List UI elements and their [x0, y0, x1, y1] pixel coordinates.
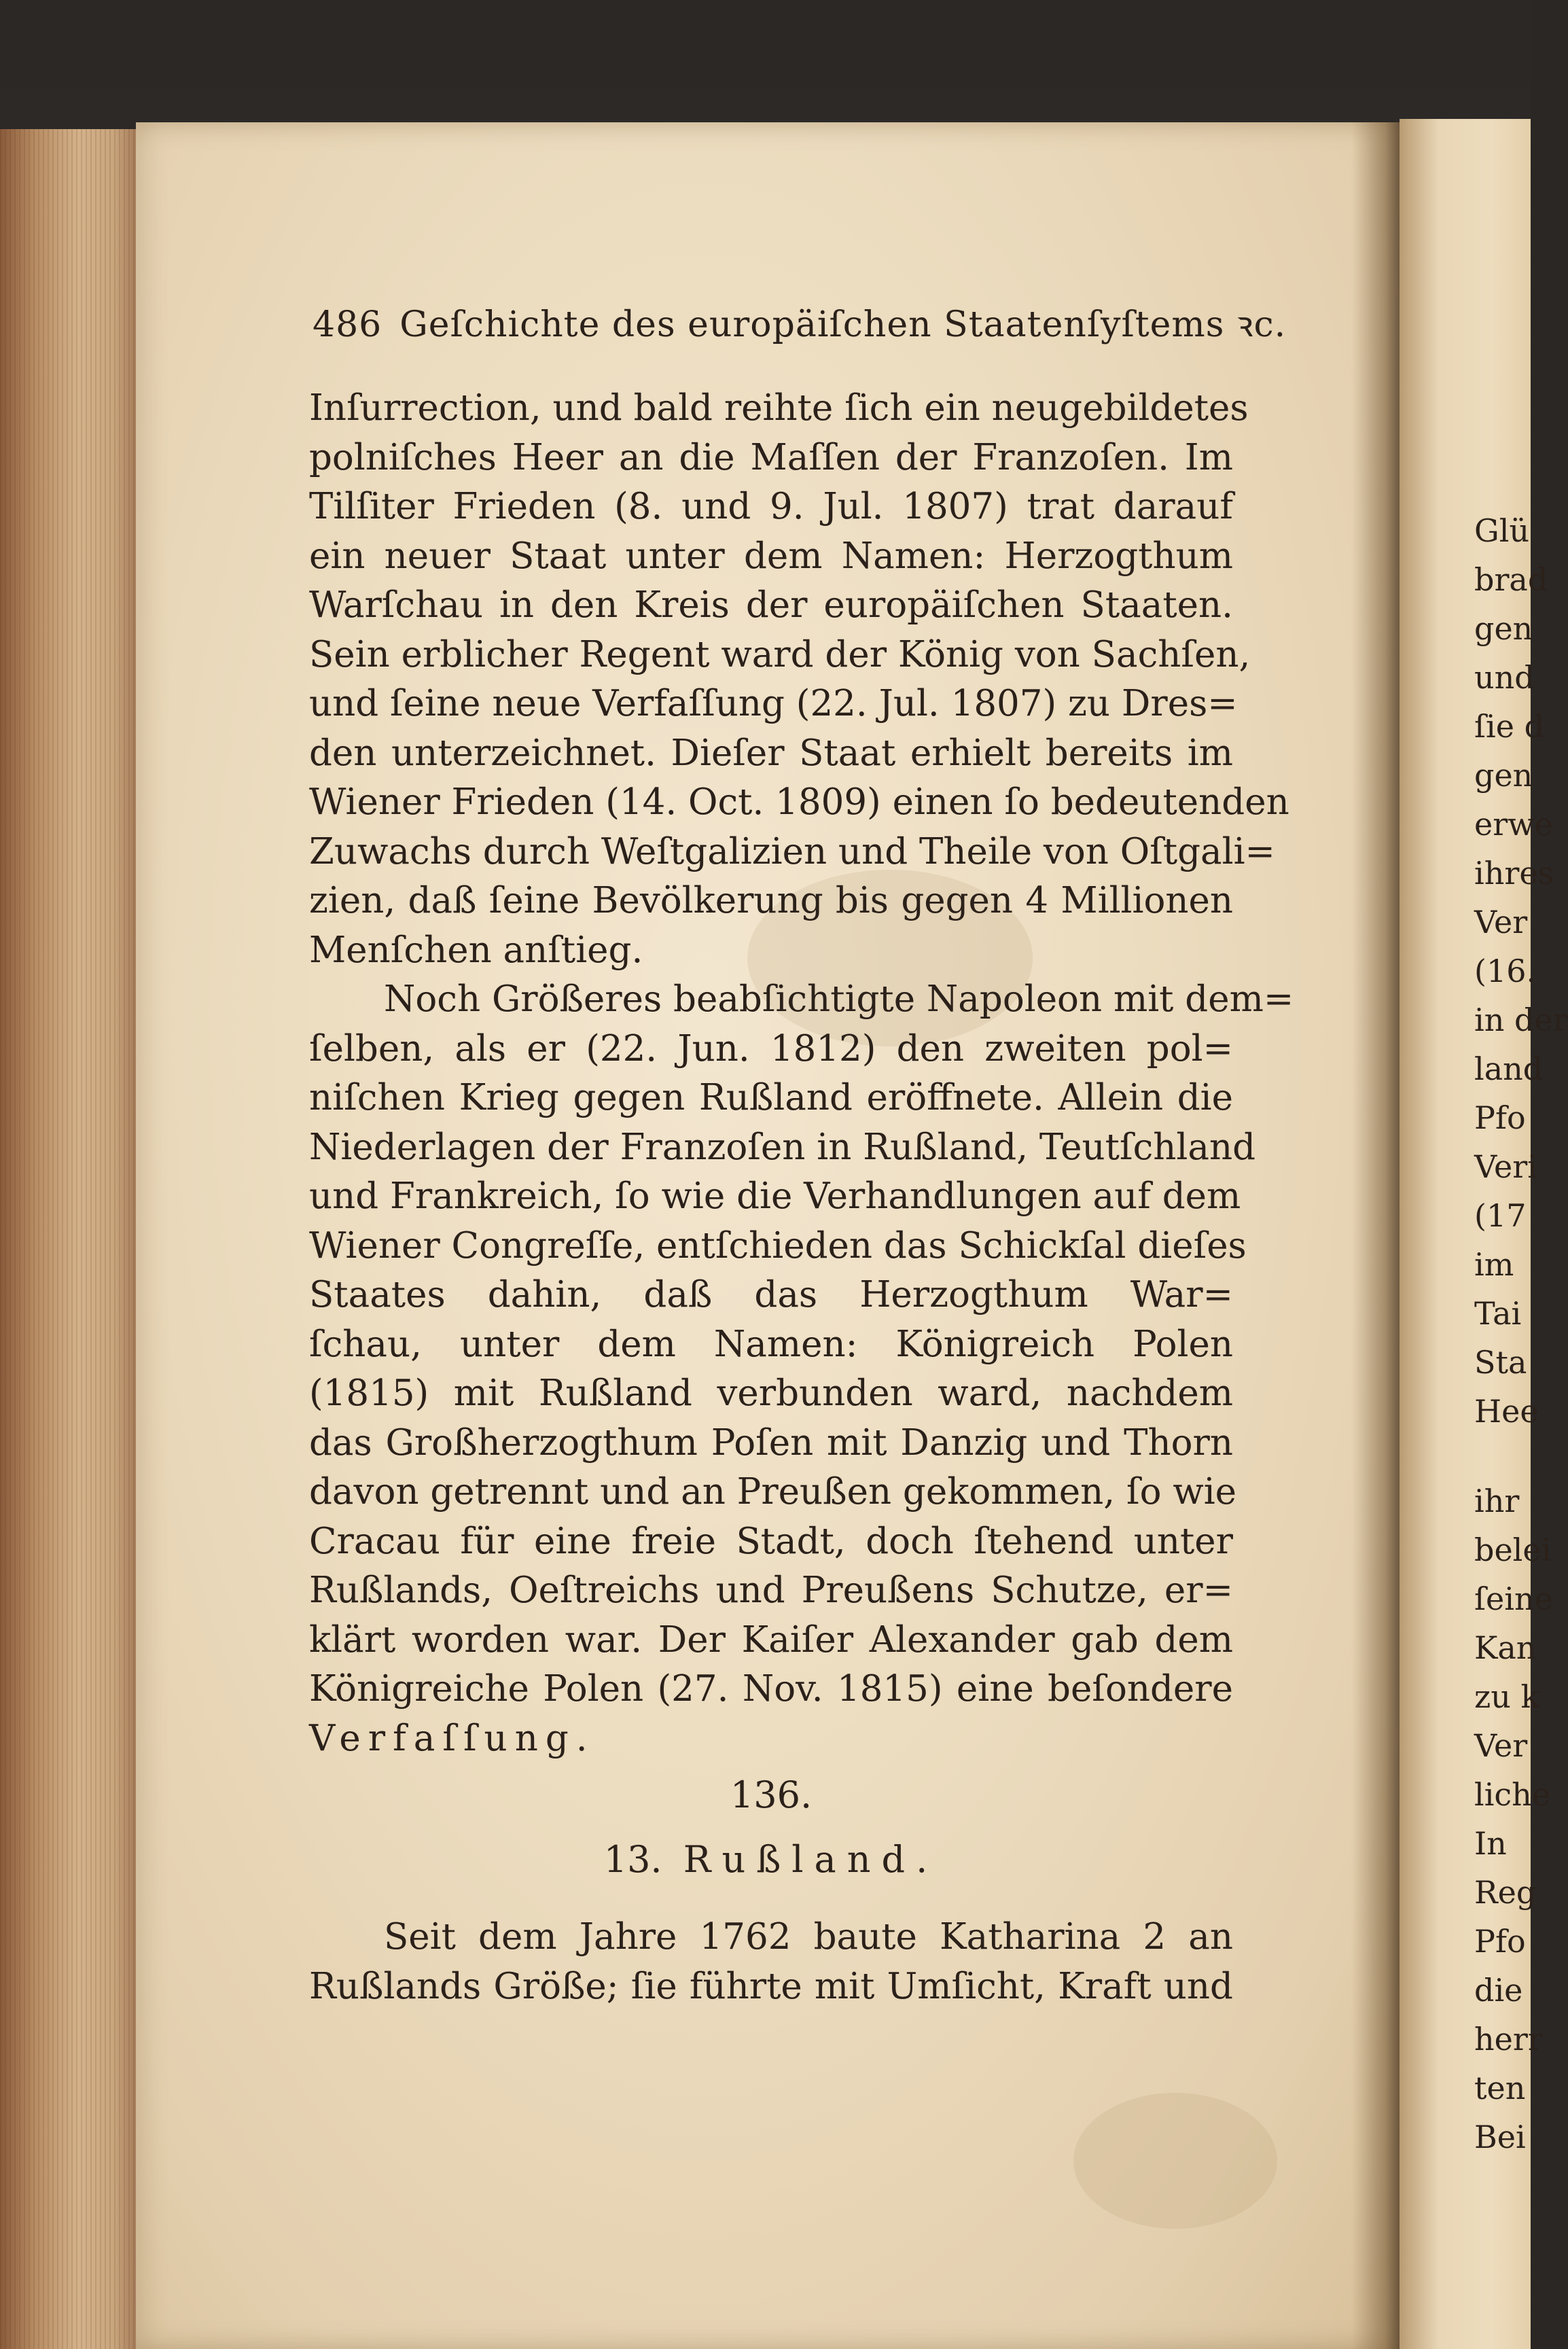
text-line: davon getrennt und an Preußen gekommen, ſo wie [309, 1471, 1237, 1513]
right-page-line: (16. [1474, 953, 1537, 989]
text-line: zien, daß ſeine Bevölkerung bis gegen 4 Millionen [309, 880, 1233, 921]
right-page-line: die [1474, 1972, 1523, 2009]
text-line: Staates dahin, daß das Herzogthum War= [309, 1274, 1233, 1315]
text-line: ein neuer Staat unter dem Namen: Herzogthum [309, 535, 1233, 577]
right-page-line: und [1474, 659, 1535, 696]
text-line: Inſurrection, und bald reihte ſich ein neugebildetes [309, 387, 1249, 429]
right-page-line: erwe [1474, 806, 1553, 843]
right-page-line: ſie d [1474, 708, 1545, 745]
text-line: niſchen Krieg gegen Rußland eröffnete. Allein die [309, 1077, 1233, 1118]
text-line: ſelben, als er (22. Jun. 1812) den zweiten pol= [309, 1027, 1233, 1070]
right-page-line: Hee [1474, 1393, 1539, 1430]
section-heading-title: Rußland. [683, 1838, 939, 1881]
section-body [309, 1913, 1233, 2011]
right-page-line: zu k [1474, 1678, 1540, 1715]
right-page-line: Tai [1474, 1295, 1522, 1332]
right-page-line: Reg [1474, 1874, 1537, 1911]
text-line: Rußlands Größe; ſie führte mit Umſicht, Kraft und [309, 1965, 1233, 2007]
right-page-line: liche [1474, 1776, 1551, 1813]
right-page-line: gen [1474, 757, 1533, 794]
right-page-line: Ver [1474, 1727, 1528, 1764]
right-page-text [1474, 506, 1568, 2161]
text-line: Menſchen anſtieg. [309, 929, 643, 971]
text-line: Warſchau in den Kreis der europäiſchen Staaten. [309, 584, 1233, 626]
text-line: (1815) mit Rußland verbunden ward, nachdem [309, 1373, 1233, 1414]
text-line: polniſches Heer an die Maſſen der Franzoſen. Im [309, 436, 1233, 478]
text-line: ſchau, unter dem Namen: Königreich Polen [309, 1323, 1233, 1365]
text-line: Wiener Congreſſe, entſchieden das Schickſal dieſes [309, 1224, 1247, 1267]
text-line: und ſeine neue Verfaſſung (22. Jul. 1807) zu Dres= [309, 683, 1238, 724]
right-page-line: im [1474, 1246, 1514, 1283]
text-line: Sein erblicher Regent ward der König von Sachſen, [309, 633, 1251, 675]
right-page-line: herr [1474, 2021, 1543, 2057]
right-page-line: in der [1474, 1002, 1568, 1038]
body-text [309, 384, 1294, 1763]
text-line: Rußlands, Oeſtreichs und Preußens Schutze, er= [309, 1570, 1233, 1611]
right-page-line: ihr [1474, 1483, 1520, 1519]
running-title: Geſchichte des europäiſchen Staatenſyſtems ꝛc. [399, 304, 1287, 345]
text-line: das Großherzogthum Poſen mit Danzig und Thorn [309, 1421, 1233, 1464]
text-line: den unterzeichnet. Dieſer Staat erhielt bereits im [309, 732, 1233, 774]
right-page [1400, 119, 1568, 2349]
text-line: Seit dem Jahre 1762 baute Katharina 2 an [384, 1916, 1233, 1958]
page-number: 486 [313, 304, 382, 345]
right-page-line: Sta [1474, 1344, 1527, 1381]
right-page-line: brad [1474, 561, 1548, 598]
right-page-line: Kan [1474, 1629, 1537, 1666]
text-line: Zuwachs durch Weſtgalizien und Theile von Oſtgali= [309, 830, 1275, 872]
text-line: und Frankreich, ſo wie die Verhandlungen auf dem [309, 1176, 1241, 1217]
right-page-line: In [1474, 1825, 1507, 1862]
text-line: klärt worden war. Der Kaiſer Alexander gab dem [309, 1619, 1233, 1661]
right-page-line: Pfo [1474, 1099, 1526, 1136]
page-block-edge [0, 129, 143, 2349]
right-page-line: Ver [1474, 904, 1528, 940]
section-number: 136. [730, 1773, 813, 1816]
right-page-line: (17 [1474, 1197, 1527, 1234]
right-page-line: Veri [1474, 1148, 1537, 1185]
right-page-line: gen [1474, 610, 1533, 647]
text-line: Wiener Frieden (14. Oct. 1809) einen ſo bedeutenden [309, 781, 1289, 823]
text-line: Verfaſſung. [309, 1717, 595, 1759]
right-page-line: Glü [1474, 512, 1530, 549]
right-page-line: Bei [1474, 2119, 1526, 2155]
text-line: Königreiche Polen (27. Nov. 1815) eine beſondere [309, 1668, 1233, 1710]
right-page-line: ſeine [1474, 1580, 1553, 1617]
right-page-line: belei [1474, 1532, 1552, 1568]
right-page-line: land [1474, 1050, 1544, 1087]
right-page-line: ten [1474, 2070, 1526, 2106]
section-heading-number: 13. [603, 1838, 662, 1881]
text-line: Tilſiter Frieden (8. und 9. Jul. 1807) trat darauf [309, 486, 1233, 527]
right-page-line: Pfo [1474, 1923, 1526, 1960]
section-heading [309, 1838, 1233, 1881]
paper-stain [1073, 2093, 1277, 2229]
text-line: Noch Größeres beabſichtigte Napoleon mit dem= [384, 978, 1294, 1020]
gutter-shadow [1352, 122, 1400, 2349]
right-page-line: ihres [1474, 855, 1554, 891]
running-head [313, 299, 1287, 353]
text-line: Niederlagen der Franzoſen in Rußland, Teutſchland [309, 1126, 1256, 1168]
text-line: Cracau für eine freie Stadt, doch ſtehend unter [309, 1520, 1233, 1562]
